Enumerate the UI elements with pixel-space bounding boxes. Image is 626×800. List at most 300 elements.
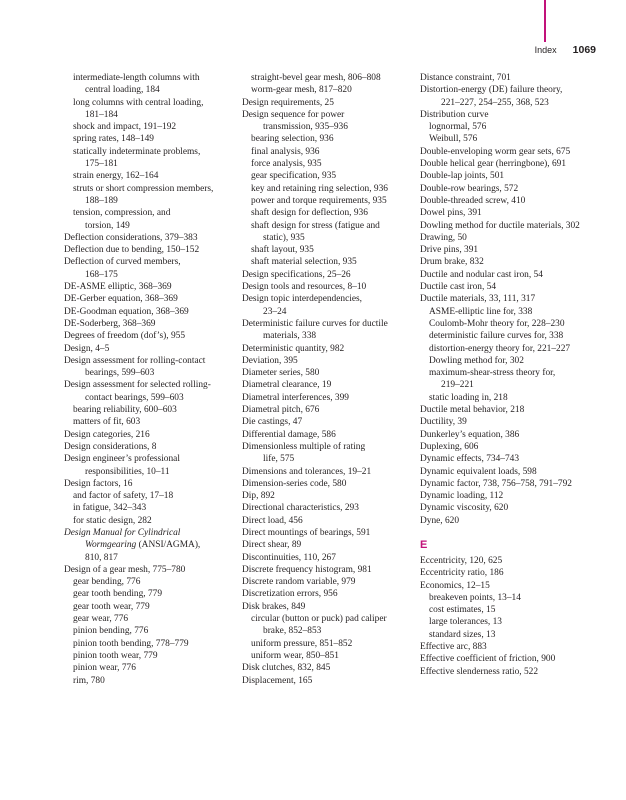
- index-entry-continuation: [242, 306, 412, 318]
- entry-text: shaft design for stress (fatigue and: [251, 220, 380, 231]
- index-entry: [64, 306, 232, 318]
- entry-text: standard sizes, 13: [429, 629, 496, 640]
- entry-text: Deflection of curved members,: [64, 257, 181, 268]
- entry-text: static), 935: [263, 232, 305, 243]
- entry-text: in fatigue, 342–343: [73, 503, 147, 514]
- index-column-1: [64, 72, 232, 687]
- index-entry: [242, 367, 412, 379]
- entry-text: tension, compression, and: [73, 208, 171, 219]
- entry-text: torsion, 149: [85, 220, 130, 231]
- entry-text: Degrees of freedom (dof’s), 955: [64, 331, 186, 342]
- index-entry: [64, 453, 232, 465]
- index-entry: [64, 343, 232, 355]
- index-subentry: [64, 662, 232, 674]
- entry-text: pinion tooth bending, 778–779: [73, 638, 189, 649]
- index-entry: [242, 441, 412, 453]
- entry-text: Diameter series, 580: [242, 368, 320, 379]
- index-entry: [420, 502, 592, 514]
- entry-text: Effective arc, 883: [420, 642, 487, 653]
- index-subentry: [242, 638, 412, 650]
- entry-text: Displacement, 165: [242, 675, 313, 686]
- index-subentry: [242, 84, 412, 96]
- index-entry: [420, 109, 592, 121]
- index-entry: [242, 379, 412, 391]
- entry-text: bearings, 599–603: [85, 368, 155, 379]
- entry-text: Direct load, 456: [242, 515, 303, 526]
- index-entry-continuation: [64, 552, 232, 564]
- index-subentry: [64, 601, 232, 613]
- entry-text: Design, 4–5: [64, 343, 110, 354]
- index-entry-continuation: [64, 466, 232, 478]
- entry-text: Dunkerley’s equation, 386: [420, 429, 520, 440]
- entry-text: transmission, 935–936: [263, 122, 348, 133]
- entry-text: gear specification, 935: [251, 171, 337, 182]
- index-entry: [420, 478, 592, 490]
- entry-text: force analysis, 935: [251, 159, 322, 170]
- index-entry: [64, 232, 232, 244]
- index-subentry: [64, 170, 232, 182]
- index-subentry: [242, 613, 412, 625]
- index-entry: [242, 318, 412, 330]
- index-subentry: [242, 650, 412, 662]
- entry-text: Dowel pins, 391: [420, 208, 482, 219]
- index-entry: [420, 429, 592, 441]
- index-subentry: [64, 613, 232, 625]
- entry-text: Design factors, 16: [64, 478, 133, 489]
- entry-text: DE-Gerber equation, 368–369: [64, 294, 178, 305]
- index-subentry: [64, 133, 232, 145]
- index-entry: [242, 588, 412, 600]
- entry-text: and factor of safety, 17–18: [73, 491, 174, 502]
- entry-text: DE-ASME elliptic, 368–369: [64, 282, 172, 293]
- index-entry: [242, 502, 412, 514]
- index-entry: [420, 641, 592, 653]
- entry-text: Design categories, 216: [64, 429, 150, 440]
- entry-text: pinion bending, 776: [73, 626, 149, 637]
- entry-text: Design sequence for power: [242, 109, 345, 120]
- entry-text: Drawing, 50: [420, 232, 467, 243]
- index-entry: [242, 515, 412, 527]
- index-entry: [242, 601, 412, 613]
- entry-text: shaft layout, 935: [251, 245, 314, 256]
- entry-text: Design considerations, 8: [64, 441, 157, 452]
- entry-text: Effective coefficient of friction, 900: [420, 654, 556, 665]
- index-entry: [420, 416, 592, 428]
- entry-text: Diametral interferences, 399: [242, 392, 349, 403]
- index-entry: [242, 478, 412, 490]
- entry-text: gear tooth bending, 779: [73, 589, 163, 600]
- entry-text: bearing selection, 936: [251, 134, 334, 145]
- index-subentry: [420, 306, 592, 318]
- index-entry-continuation: [64, 539, 232, 551]
- index-subentry: [242, 146, 412, 158]
- entry-text: Ductile and nodular cast iron, 54: [420, 269, 543, 280]
- index-entry: [64, 244, 232, 256]
- index-subentry: [64, 416, 232, 428]
- index-subentry: [64, 588, 232, 600]
- index-entry: [64, 330, 232, 342]
- entry-text: Discretization errors, 956: [242, 589, 338, 600]
- index-entry: [242, 527, 412, 539]
- entry-text: Design requirements, 25: [242, 97, 334, 108]
- index-entry: [242, 429, 412, 441]
- entry-text: Ductile metal behavior, 218: [420, 405, 525, 416]
- entry-text: power and torque requirements, 935: [251, 195, 387, 206]
- index-entry: [242, 97, 412, 109]
- entry-text: Distance constraint, 701: [420, 73, 511, 83]
- index-subentry: [64, 675, 232, 687]
- entry-text: for static design, 282: [73, 515, 152, 526]
- entry-text: Deviation, 395: [242, 355, 298, 366]
- index-subentry: [242, 244, 412, 256]
- entry-text: Design Manual for Cylindrical: [64, 527, 181, 538]
- index-entry: [64, 527, 232, 539]
- entry-text: Design topic interdependencies,: [242, 294, 363, 305]
- entry-text: pinion wear, 776: [73, 663, 136, 674]
- entry-text: Direct mountings of bearings, 591: [242, 527, 371, 538]
- index-entry: [420, 232, 592, 244]
- entry-text: 175–181: [85, 159, 118, 170]
- index-subentry: [242, 72, 412, 84]
- entry-text: Design tools and resources, 8–10: [242, 282, 367, 293]
- entry-text: Dowling method for ductile materials, 302: [420, 220, 580, 231]
- index-entry: [242, 576, 412, 588]
- entry-text: lognormal, 576: [429, 122, 487, 133]
- entry-text: Design of a gear mesh, 775–780: [64, 564, 186, 575]
- index-entry: [420, 567, 592, 579]
- index-entry: [64, 441, 232, 453]
- index-subentry: [420, 629, 592, 641]
- entry-text: Eccentricity ratio, 186: [420, 568, 504, 579]
- index-entry: [64, 478, 232, 490]
- index-subentry: [64, 183, 232, 195]
- index-subentry: [64, 72, 232, 84]
- index-entry: [420, 195, 592, 207]
- index-subentry: [420, 343, 592, 355]
- entry-text: final analysis, 936: [251, 146, 320, 157]
- entry-text: brake, 852–853: [263, 626, 322, 637]
- entry-text: Differential damage, 586: [242, 429, 336, 440]
- index-entry: [420, 183, 592, 195]
- entry-text: Die castings, 47: [242, 417, 303, 428]
- index-subentry: [242, 256, 412, 268]
- entry-text: Discontinuities, 110, 267: [242, 552, 336, 563]
- entry-text: Duplexing, 606: [420, 441, 479, 452]
- entry-text: Dynamic factor, 738, 756–758, 791–792: [420, 478, 572, 489]
- entry-text: 188–189: [85, 195, 118, 206]
- index-entry: [64, 281, 232, 293]
- entry-text: 810, 817: [85, 552, 118, 563]
- entry-text: bearing reliability, 600–603: [73, 405, 177, 416]
- index-entry: [64, 564, 232, 576]
- entry-text: rim, 780: [73, 675, 105, 686]
- entry-text: materials, 338: [263, 331, 317, 342]
- index-entry: [64, 256, 232, 268]
- index-entry: [242, 343, 412, 355]
- entry-text: Design assessment for selected rolling-: [64, 380, 211, 391]
- entry-text: 181–184: [85, 109, 118, 120]
- index-subentry: [420, 133, 592, 145]
- entry-text: 219–221: [441, 380, 474, 391]
- index-entry: [242, 552, 412, 564]
- index-entry-continuation: [64, 220, 232, 232]
- index-entry: [242, 539, 412, 551]
- index-subentry: [64, 625, 232, 637]
- section-letter-heading: E: [420, 538, 428, 551]
- entry-text: Dynamic viscosity, 620: [420, 503, 509, 514]
- index-entry: [242, 109, 412, 121]
- entry-text: statically indeterminate problems,: [73, 146, 201, 157]
- entry-text: Ductility, 39: [420, 417, 467, 428]
- index-entry: [420, 244, 592, 256]
- entry-text: ASME-elliptic line for, 338: [429, 306, 533, 317]
- index-entry-continuation: [64, 367, 232, 379]
- index-entry: [242, 269, 412, 281]
- entry-text: large tolerances, 13: [429, 617, 502, 628]
- entry-text: DE-Soderberg, 368–369: [64, 318, 156, 329]
- entry-text: shock and impact, 191–192: [73, 122, 177, 133]
- entry-text: matters of fit, 603: [73, 417, 141, 428]
- index-subentry: [420, 616, 592, 628]
- entry-text: Directional characteristics, 293: [242, 503, 359, 514]
- index-subentry: [420, 367, 592, 379]
- entry-text: Dowling method for, 302: [429, 355, 524, 366]
- index-entry: [420, 281, 592, 293]
- entry-text: pinion tooth wear, 779: [73, 650, 158, 661]
- index-entry: [242, 675, 412, 687]
- entry-text: circular (button or puck) pad caliper: [251, 614, 387, 625]
- index-column-3: [420, 72, 592, 678]
- index-entry: [420, 555, 592, 567]
- index-entry: [420, 490, 592, 502]
- index-subentry: [420, 318, 592, 330]
- index-entry-continuation: [64, 84, 232, 96]
- index-entry-continuation: [242, 453, 412, 465]
- entry-text: Deterministic failure curves for ductile: [242, 318, 388, 329]
- index-entry-continuation: [64, 109, 232, 121]
- index-subentry: [64, 97, 232, 109]
- entry-text: Diametral clearance, 19: [242, 380, 332, 391]
- index-subentry: [64, 650, 232, 662]
- entry-text: Dynamic loading, 112: [420, 491, 504, 502]
- entry-text: Wormgearing: [85, 540, 137, 551]
- index-entry: [420, 269, 592, 281]
- index-subentry: [420, 392, 592, 404]
- index-subentry: [64, 121, 232, 133]
- entry-text: long columns with central loading,: [73, 97, 204, 108]
- entry-text: central loading, 184: [85, 85, 160, 96]
- entry-text: shaft material selection, 935: [251, 257, 357, 268]
- entry-text: intermediate-length columns with: [73, 73, 200, 83]
- entry-text: gear wear, 776: [73, 614, 129, 625]
- index-entry: [420, 256, 592, 268]
- entry-text: DE-Goodman equation, 368–369: [64, 306, 189, 317]
- index-subentry: [420, 121, 592, 133]
- index-subentry: [64, 502, 232, 514]
- index-entry: [420, 580, 592, 592]
- index-entry-continuation: [242, 232, 412, 244]
- index-entry: [420, 466, 592, 478]
- index-entry-continuation: [64, 392, 232, 404]
- index-subentry: [242, 207, 412, 219]
- entry-text: Dynamic effects, 734–743: [420, 454, 520, 465]
- entry-text: 168–175: [85, 269, 118, 280]
- entry-text: Discrete random variable, 979: [242, 577, 356, 588]
- entry-text: Design assessment for rolling-contact: [64, 355, 206, 366]
- section-title: Index: [534, 45, 557, 55]
- entry-text: struts or short compression members,: [73, 183, 214, 194]
- index-entry: [420, 515, 592, 527]
- index-entry: [242, 466, 412, 478]
- entry-suffix: (ANSI/AGMA),: [136, 540, 201, 551]
- index-subentry: [64, 638, 232, 650]
- entry-text: Deterministic quantity, 982: [242, 343, 345, 354]
- entry-text: Double helical gear (herringbone), 691: [420, 159, 567, 170]
- entry-text: Direct shear, 89: [242, 540, 302, 551]
- entry-text: Deflection due to bending, 150–152: [64, 245, 200, 256]
- entry-text: 23–24: [263, 306, 287, 317]
- index-entry: [420, 170, 592, 182]
- index-subentry: [420, 592, 592, 604]
- entry-text: key and retaining ring selection, 936: [251, 183, 388, 194]
- index-entry: [420, 666, 592, 678]
- index-entry: [420, 293, 592, 305]
- index-entry: [242, 416, 412, 428]
- entry-text: static loading in, 218: [429, 392, 508, 403]
- index-entry-continuation: [242, 121, 412, 133]
- page-number: 1069: [572, 44, 596, 56]
- index-entry: [420, 404, 592, 416]
- entry-text: distortion-energy theory for, 221–227: [429, 343, 571, 354]
- entry-text: 221–227, 254–255, 368, 523: [441, 97, 549, 108]
- entry-text: Dyne, 620: [420, 515, 460, 526]
- entry-text: Design specifications, 25–26: [242, 269, 351, 280]
- entry-text: gear bending, 776: [73, 577, 141, 588]
- entry-text: breakeven points, 13–14: [429, 592, 521, 603]
- index-entry-continuation: [242, 625, 412, 637]
- index-entry: [420, 72, 592, 84]
- entry-text: Dynamic equivalent loads, 598: [420, 466, 537, 477]
- index-entry: [242, 490, 412, 502]
- entry-text: Dimensionless multiple of rating: [242, 441, 366, 452]
- entry-text: uniform wear, 850–851: [251, 650, 339, 661]
- entry-text: Double-lap joints, 501: [420, 171, 505, 182]
- index-subentry: [64, 576, 232, 588]
- entry-text: Eccentricity, 120, 625: [420, 555, 503, 566]
- entry-text: contact bearings, 599–603: [85, 392, 184, 403]
- entry-text: maximum-shear-stress theory for,: [429, 368, 556, 379]
- entry-text: Effective slenderness ratio, 522: [420, 666, 539, 677]
- entry-text: Drum brake, 832: [420, 257, 484, 268]
- entry-text: Distribution curve: [420, 109, 489, 120]
- index-entry: [420, 84, 592, 96]
- entry-text: Deflection considerations, 379–383: [64, 232, 198, 243]
- index-column-2: [242, 72, 412, 687]
- index-entry: [242, 281, 412, 293]
- entry-text: Disk brakes, 849: [242, 601, 306, 612]
- entry-text: worm-gear mesh, 817–820: [251, 85, 352, 96]
- index-entry: [242, 404, 412, 416]
- entry-text: shaft design for deflection, 936: [251, 208, 368, 219]
- entry-text: cost estimates, 15: [429, 605, 496, 616]
- index-subentry: [242, 133, 412, 145]
- index-entry-continuation: [420, 97, 592, 109]
- index-subentry: [420, 355, 592, 367]
- index-entry: [242, 355, 412, 367]
- index-subentry: [64, 207, 232, 219]
- index-entry: [242, 293, 412, 305]
- entry-text: Economics, 12–15: [420, 580, 490, 591]
- entry-text: Double-enveloping worm gear sets, 675: [420, 146, 571, 157]
- index-subentry: [242, 195, 412, 207]
- entry-text: strain energy, 162–164: [73, 171, 159, 182]
- entry-text: spring rates, 148–149: [73, 134, 154, 145]
- index-entry: [64, 379, 232, 391]
- entry-text: Distortion-energy (DE) failure theory,: [420, 85, 563, 96]
- index-subentry: [242, 170, 412, 182]
- index-entry-continuation: [64, 269, 232, 281]
- index-entry-continuation: [64, 158, 232, 170]
- index-entry: [64, 293, 232, 305]
- index-subentry: [64, 146, 232, 158]
- entry-text: Dip, 892: [242, 491, 275, 502]
- entry-text: Double-row bearings, 572: [420, 183, 519, 194]
- index-subentry: [420, 604, 592, 616]
- entry-text: gear tooth wear, 779: [73, 601, 150, 612]
- entry-text: Ductile materials, 33, 111, 317: [420, 294, 536, 305]
- index-entry: [420, 158, 592, 170]
- index-subentry: [242, 158, 412, 170]
- accent-bar: [544, 0, 546, 42]
- entry-text: deterministic failure curves for, 338: [429, 331, 564, 342]
- running-head: [535, 44, 596, 60]
- entry-text: Dimensions and tolerances, 19–21: [242, 466, 372, 477]
- index-entry: [242, 392, 412, 404]
- entry-text: Double-threaded screw, 410: [420, 195, 526, 206]
- entry-text: Discrete frequency histogram, 981: [242, 564, 372, 575]
- index-entry: [64, 318, 232, 330]
- entry-text: Drive pins, 391: [420, 245, 479, 256]
- entry-text: Disk clutches, 832, 845: [242, 663, 331, 674]
- index-entry-continuation: [420, 379, 592, 391]
- index-entry: [420, 207, 592, 219]
- index-entry: [420, 453, 592, 465]
- index-entry: [420, 146, 592, 158]
- index-entry-continuation: [64, 195, 232, 207]
- entry-text: Ductile cast iron, 54: [420, 282, 497, 293]
- index-entry: [64, 355, 232, 367]
- index-subentry: [64, 490, 232, 502]
- entry-text: Design engineer’s professional: [64, 454, 180, 465]
- entry-text: life, 575: [263, 454, 295, 465]
- index-subentry: [242, 183, 412, 195]
- entry-text: straight-bevel gear mesh, 806–808: [251, 73, 381, 83]
- index-entry-continuation: [242, 330, 412, 342]
- entry-text: Dimension-series code, 580: [242, 478, 347, 489]
- index-entry: [420, 441, 592, 453]
- index-entry: [242, 564, 412, 576]
- index-subentry: [64, 404, 232, 416]
- index-entry: [242, 662, 412, 674]
- entry-text: Diametral pitch, 676: [242, 405, 320, 416]
- index-entry: [64, 429, 232, 441]
- entry-text: Weibull, 576: [429, 134, 478, 145]
- index-entry: [420, 220, 592, 232]
- index-subentry: [242, 220, 412, 232]
- index-subentry: [64, 515, 232, 527]
- entry-text: Coulomb-Mohr theory for, 228–230: [429, 318, 565, 329]
- entry-text: uniform pressure, 851–852: [251, 638, 353, 649]
